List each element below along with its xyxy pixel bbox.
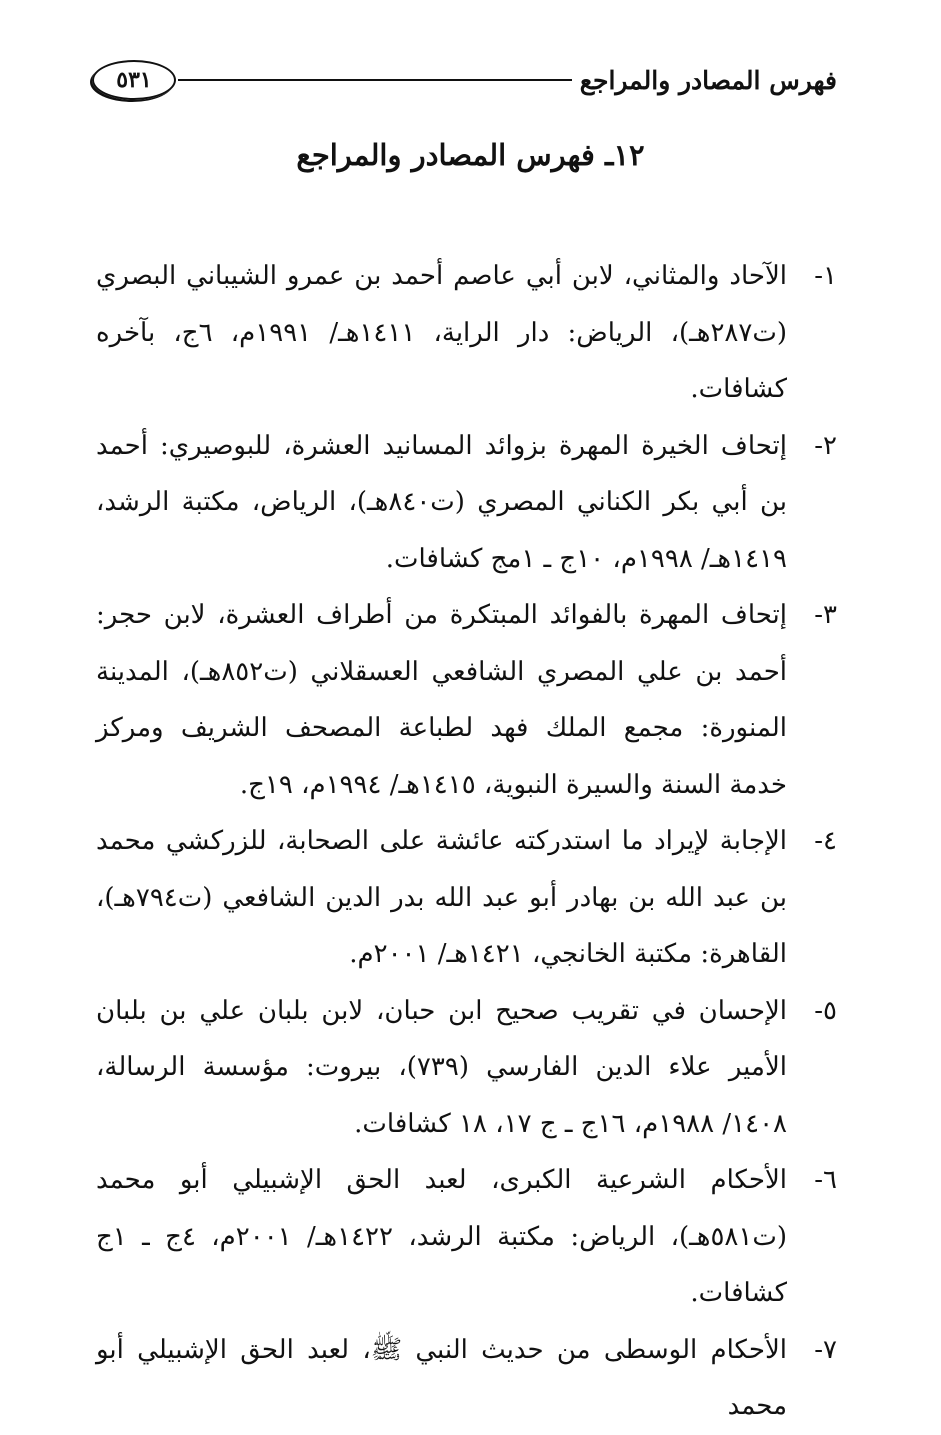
- reference-number: ٢-: [814, 430, 837, 461]
- reference-item: [96, 587, 837, 813]
- running-header: [92, 55, 837, 105]
- reference-text: إتحاف المهرة بالفوائد المبتكرة من أطراف العشرة، لابن حجر: أحمد بن علي المصري الشافعي العسقلاني (ت٨٥٢هـ)، المدينة المنورة: مجمع الملك فهد لطباعة المصحف الشريف ومركز خدمة السنة والسيرة النبوية، ١٤١٥هـ/ ١٩٩٤م، ١٩ج.: [96, 600, 787, 800]
- reference-number: ١-: [814, 261, 837, 291]
- header-rule: [178, 79, 572, 81]
- reference-item: [96, 1152, 837, 1322]
- reference-number: ٦-: [814, 1165, 837, 1195]
- reference-text: الإجابة لإيراد ما استدركته عائشة على الصحابة، للزركشي محمد بن عبد الله بن بهادر أبو عبد الله بدر الدين الشافعي (ت٧٩٤هـ)، القاهرة: مكتبة الخانجي، ١٤٢١هـ/ ٢٠٠١م.: [96, 826, 787, 969]
- reference-text: إتحاف الخيرة المهرة بزوائد المسانيد العشرة، للبوصيري: أحمد بن أبي بكر الكناني المصري (ت٨٤٠هـ)، الرياض، مكتبة الرشد، ١٤١٩هـ/ ١٩٩٨م، ١٠ج ـ ١مج كشافات.: [96, 430, 787, 574]
- section-title: ١٢ـ فهرس المصادر والمراجع: [296, 138, 645, 172]
- reference-number: ٣-: [814, 600, 837, 630]
- reference-text: الأحكام الوسطى من حديث النبي ﷺ، لعبد الحق الإشبيلي أبو محمد: [96, 1334, 787, 1421]
- reference-list: [96, 248, 837, 1435]
- page-number: ٥٣١: [92, 60, 176, 100]
- reference-item: [96, 418, 837, 588]
- running-header-title: فهرس المصادر والمراجع: [579, 65, 837, 95]
- reference-text: الأحكام الشرعية الكبرى، لعبد الحق الإشبيلي أبو محمد (ت٥٨١هـ)، الرياض: مكتبة الرشد، ١٤٢٢هـ/ ٢٠٠١م، ٤ج ـ ١ج كشافات.: [96, 1165, 787, 1308]
- reference-text: الإحسان في تقريب صحيح ابن حبان، لابن بلبان علي بن بلبان الأمير علاء الدين الفارسي (٧٣٩)، بيروت: مؤسسة الرسالة، ١٤٠٨/ ١٩٨٨م، ١٦ج ـ ج ١٧، ١٨ كشافات.: [96, 995, 787, 1139]
- reference-text: الآحاد والمثاني، لابن أبي عاصم أحمد بن عمرو الشيباني البصري (ت٢٨٧هـ)، الرياض: دار الراية، ١٤١١هـ/ ١٩٩١م، ٦ج، بآخره كشافات.: [96, 261, 787, 404]
- reference-number: ٥-: [814, 995, 837, 1026]
- reference-item: [96, 983, 837, 1153]
- reference-number: ٤-: [814, 826, 837, 856]
- reference-item: [96, 1322, 837, 1435]
- reference-number: ٧-: [814, 1334, 837, 1365]
- reference-item: [96, 248, 837, 418]
- reference-item: [96, 813, 837, 983]
